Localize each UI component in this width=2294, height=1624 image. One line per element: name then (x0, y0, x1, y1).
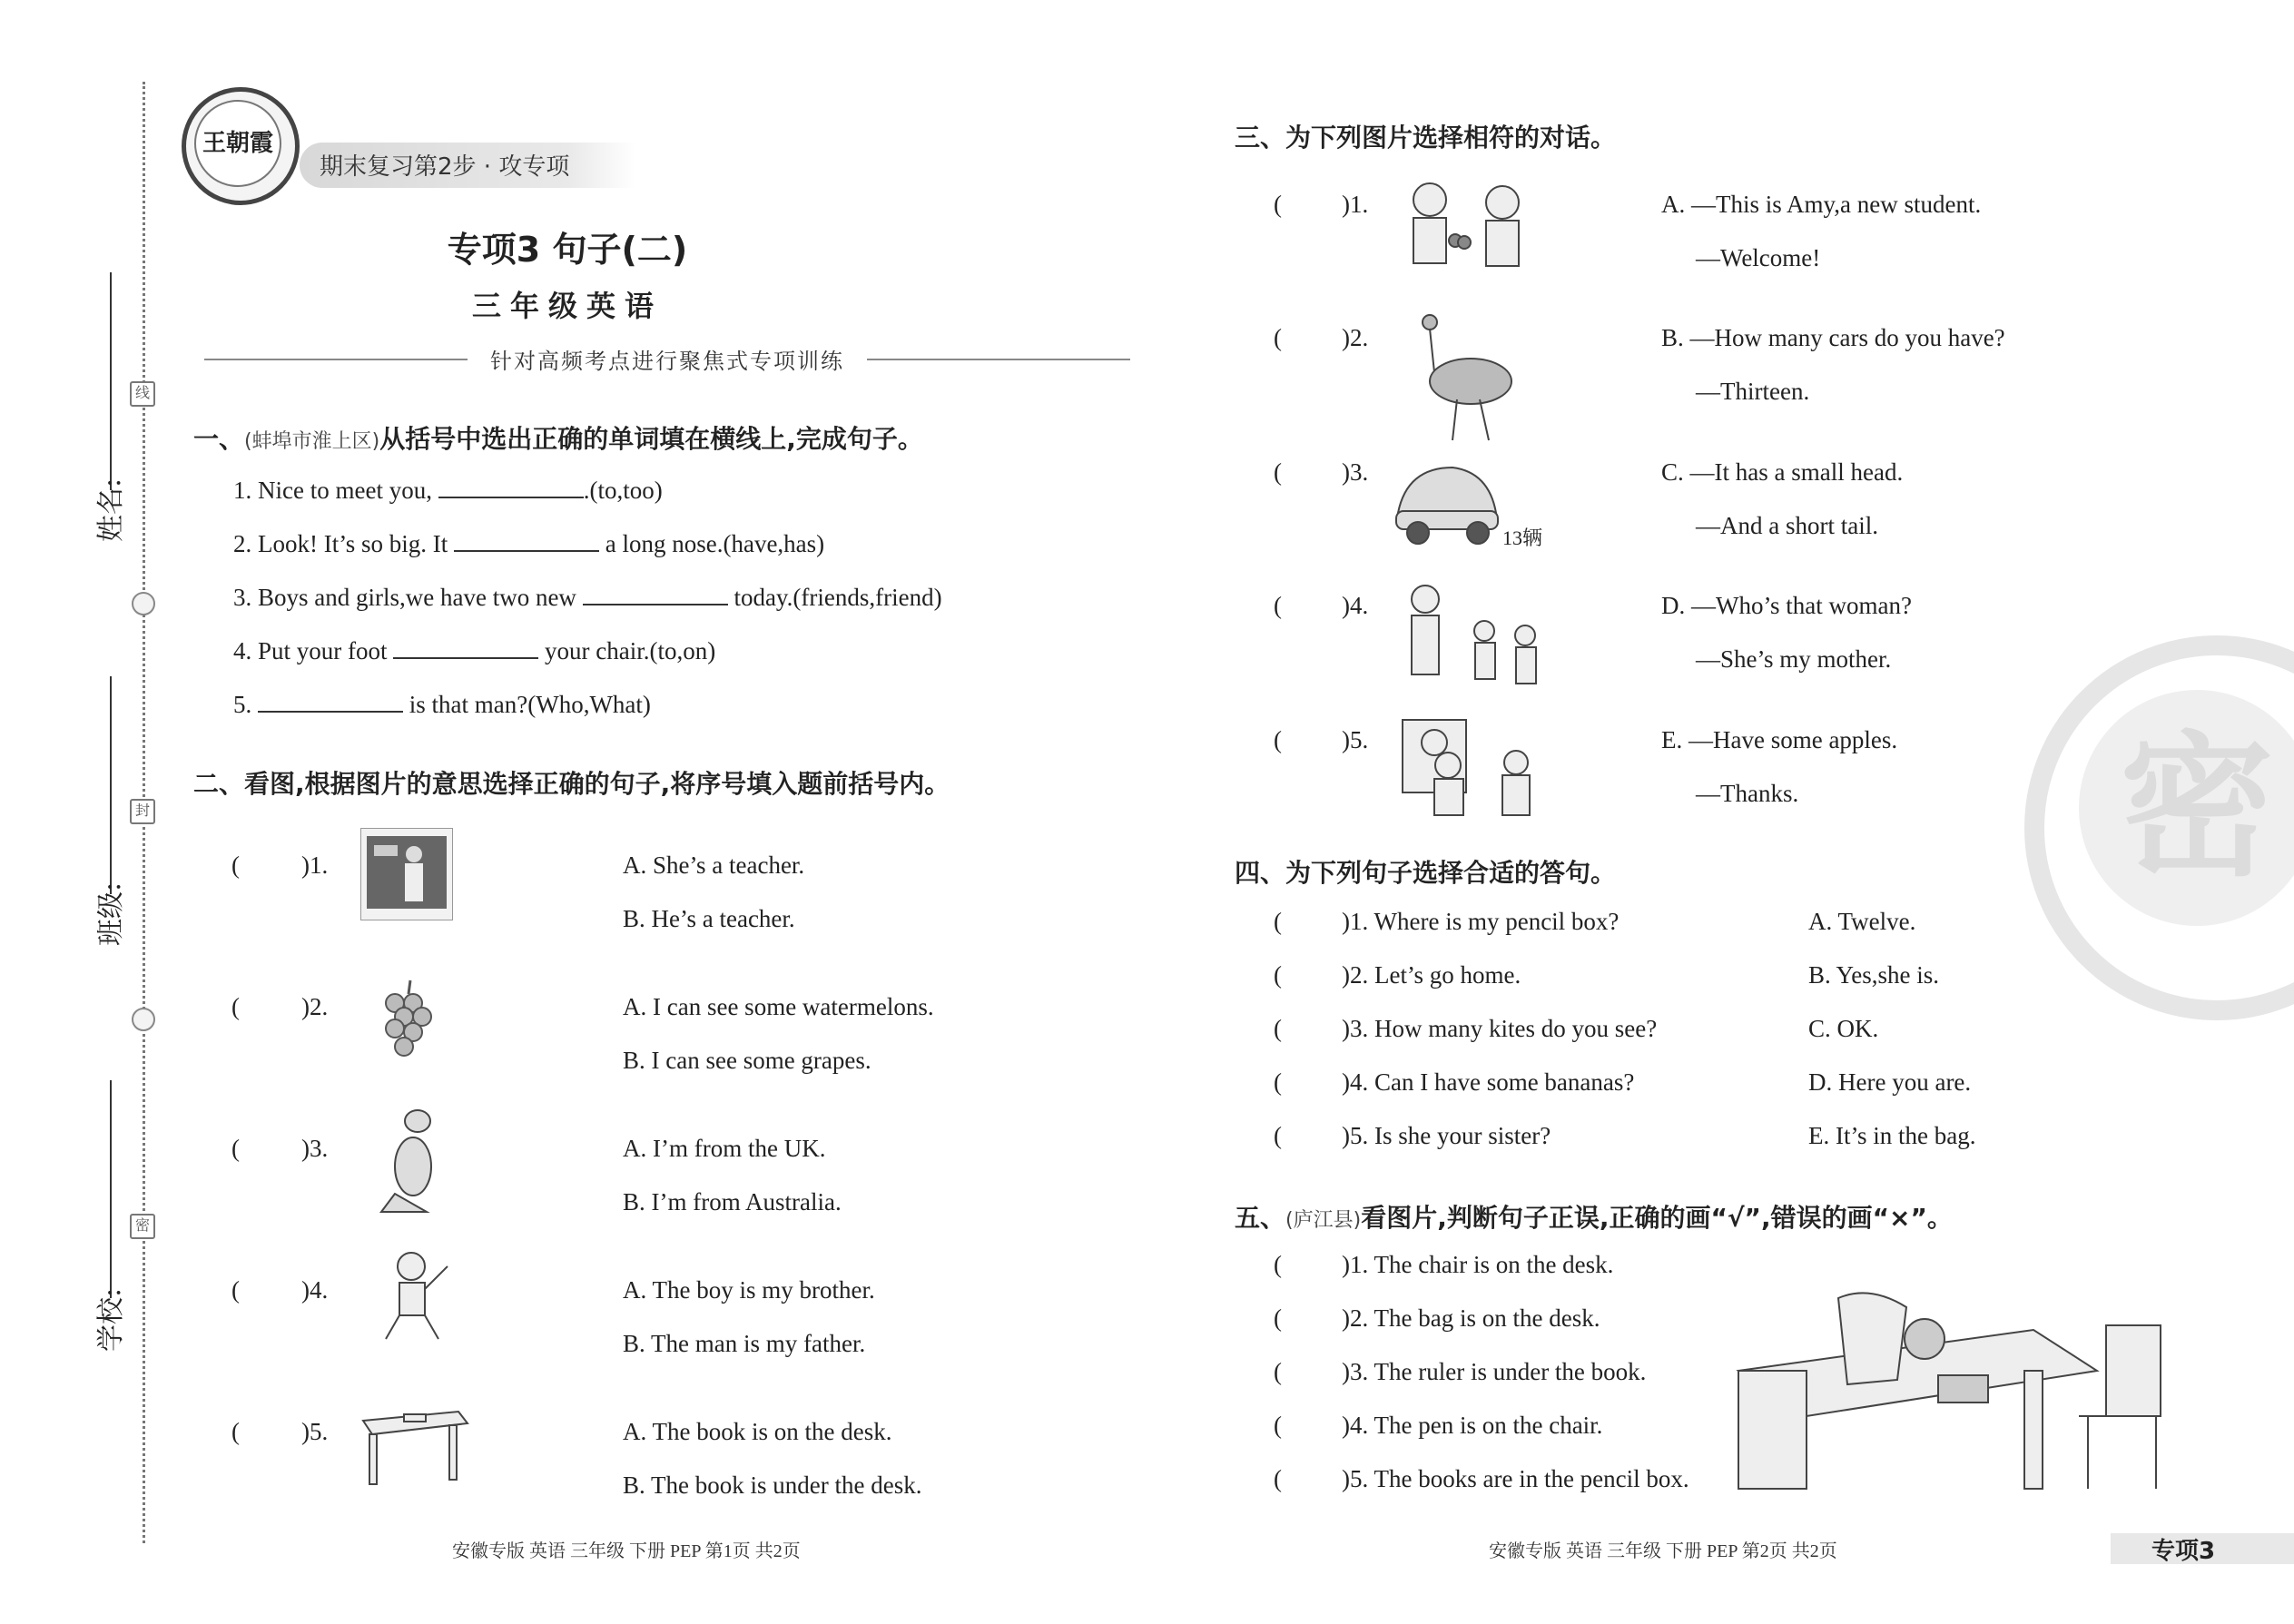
answer-paren[interactable]: ( (1274, 592, 1282, 619)
car-count-label: 13辆 (1502, 527, 1543, 549)
item-text: .(to,too) (583, 477, 663, 504)
answer-blank[interactable] (583, 582, 728, 605)
class-label: 班级: (95, 881, 128, 947)
section1-item (233, 528, 824, 558)
divider (204, 359, 468, 360)
section1-item (233, 582, 942, 612)
item-text: a long nose.(have,has) (605, 530, 825, 557)
question: )4. Can I have some bananas? (1342, 1068, 1635, 1096)
answer-paren[interactable]: ( (1274, 1465, 1282, 1492)
item-number: )2. (301, 993, 329, 1020)
statement: )1. The chair is on the desk. (1342, 1251, 1614, 1278)
item-number: )4. (1342, 592, 1369, 619)
dialogue-line: A. —This is Amy,a new student. (1661, 191, 1982, 218)
item-text: 2. Look! It’s so big. It (233, 530, 448, 557)
answer-option: A. Twelve. (1808, 908, 1916, 935)
answer-paren[interactable]: ( (231, 1418, 240, 1445)
desk-picture (359, 1398, 472, 1489)
section5-heading (1235, 1198, 1953, 1235)
ostrich-picture (1407, 309, 1543, 445)
dialogue-line: —Thirteen. (1696, 378, 1810, 405)
statement: )3. The ruler is under the book. (1342, 1358, 1647, 1385)
section5-instruction: 看图片,判断句子正误,正确的画“√”,错误的画“×”。 (1361, 1203, 1953, 1233)
answer-blank[interactable] (438, 475, 584, 498)
question: )5. Is she your sister? (1342, 1122, 1551, 1149)
section4-heading: 四、为下列句子选择合适的答句。 (1235, 858, 1617, 888)
question: )3. How many kites do you see? (1342, 1015, 1658, 1042)
item-number: )5. (301, 1418, 329, 1445)
item-text: 1. Nice to meet you, (233, 477, 432, 504)
school-label: 学校: (95, 1287, 128, 1353)
header-banner-text: 期末复习第2步 · 攻专项 (320, 153, 570, 181)
option-b: B. I can see some grapes. (623, 1047, 871, 1074)
section3-heading: 三、为下列图片选择相符的对话。 (1235, 123, 1617, 153)
section5-source: (庐江县) (1285, 1209, 1362, 1232)
dialogue-line: —Welcome! (1696, 244, 1821, 271)
answer-paren[interactable]: ( (1274, 1122, 1282, 1149)
option-a: A. The boy is my brother. (623, 1276, 875, 1304)
answer-paren[interactable]: ( (1274, 191, 1282, 218)
binding-circle (132, 592, 155, 615)
statement: )4. The pen is on the chair. (1342, 1412, 1603, 1439)
option-b: B. He’s a teacher. (623, 905, 795, 932)
item-text: today.(friends,friend) (733, 584, 942, 611)
answer-paren[interactable]: ( (1274, 1412, 1282, 1439)
question: )1. Where is my pencil box? (1342, 908, 1620, 935)
section1-item (233, 475, 663, 505)
item-number: )1. (301, 851, 329, 879)
page-subtitle: 三年级英语 (471, 289, 663, 323)
binding-mark-secret: 密 (130, 1214, 155, 1239)
section1-instruction: 从括号中选出正确的单词填在横线上,完成句子。 (379, 424, 923, 454)
item-number: )2. (1342, 324, 1369, 351)
answer-paren[interactable]: ( (231, 851, 240, 879)
statement: )2. The bag is on the desk. (1342, 1304, 1600, 1332)
divider (867, 359, 1130, 360)
class-field-line[interactable] (110, 676, 112, 894)
item-text: is that man?(Who,What) (409, 691, 651, 718)
page-title: 专项3 句子(二) (447, 230, 688, 270)
answer-blank[interactable] (454, 528, 599, 552)
statement: )5. The books are in the pencil box. (1342, 1465, 1689, 1492)
item-text: 4. Put your foot (233, 637, 388, 664)
item-number: )3. (1342, 458, 1369, 486)
answer-paren[interactable]: ( (1274, 324, 1282, 351)
answer-blank[interactable] (258, 689, 403, 713)
option-a: A. She’s a teacher. (623, 851, 805, 879)
item-number: )1. (1342, 191, 1369, 218)
item-text: 5. (233, 691, 252, 718)
option-b: B. The book is under the desk. (623, 1471, 922, 1499)
answer-paren[interactable]: ( (1274, 961, 1282, 989)
section1-number: 一、 (193, 424, 245, 454)
item-number: )4. (301, 1276, 329, 1304)
dialogue-line: D. —Who’s that woman? (1661, 592, 1912, 619)
kangaroo-picture (372, 1098, 454, 1216)
binding-mark-line: 线 (130, 381, 155, 407)
corner-tab-label: 专项3 (2151, 1538, 2216, 1565)
tagline: 针对高频考点进行聚焦式专项训练 (490, 349, 844, 374)
dialogue-line: C. —It has a small head. (1661, 458, 1904, 486)
item-text: your chair.(to,on) (545, 637, 716, 664)
section1-heading (193, 419, 923, 456)
binding-circle (132, 1008, 155, 1031)
answer-blank[interactable] (393, 635, 538, 659)
dialogue-line: —Thanks. (1696, 780, 1799, 807)
answer-paren[interactable]: ( (1274, 726, 1282, 753)
brand-logo-text: 王朝霞 (194, 100, 281, 187)
section1-source: (蚌埠市淮上区) (244, 430, 380, 453)
footer-right: 安徽专版 英语 三年级 下册 PEP 第2页 共2页 (1489, 1541, 1837, 1561)
answer-paren[interactable]: ( (1274, 1358, 1282, 1385)
dialogue-line: E. —Have some apples. (1661, 726, 1898, 753)
option-b: B. I’m from Australia. (623, 1188, 842, 1216)
car-picture (1389, 449, 1502, 554)
question: )2. Let’s go home. (1342, 961, 1521, 989)
footer-left: 安徽专版 英语 三年级 下册 PEP 第1页 共2页 (452, 1541, 801, 1561)
photo-picture (1398, 715, 1552, 820)
answer-paren[interactable]: ( (1274, 458, 1282, 486)
answer-option: D. Here you are. (1808, 1068, 1972, 1096)
desk-scene-picture (1734, 1289, 2170, 1493)
item-text: 3. Boys and girls,we have two new (233, 584, 576, 611)
answer-paren[interactable]: ( (231, 1135, 240, 1162)
answer-paren[interactable]: ( (1274, 908, 1282, 935)
watermark-glyph: 密 (2079, 690, 2294, 926)
dialogue-line: B. —How many cars do you have? (1661, 324, 2005, 351)
answer-paren[interactable]: ( (231, 993, 240, 1020)
dialogue-line: —And a short tail. (1696, 512, 1878, 539)
option-a: A. I can see some watermelons. (623, 993, 934, 1020)
teacher-picture (360, 828, 453, 920)
section2-heading: 二、看图,根据图片的意思选择正确的句子,将序号填入题前括号内。 (193, 769, 950, 799)
answer-option: E. It’s in the bag. (1808, 1122, 1976, 1149)
option-b: B. The man is my father. (623, 1330, 866, 1357)
binding-mark-seal: 封 (130, 799, 155, 824)
option-a: A. I’m from the UK. (623, 1135, 826, 1162)
section1-item (233, 635, 715, 665)
answer-paren[interactable]: ( (1274, 1304, 1282, 1332)
item-number: )3. (301, 1135, 329, 1162)
answer-paren[interactable]: ( (1274, 1015, 1282, 1042)
section1-item (233, 689, 651, 719)
answer-paren[interactable]: ( (231, 1276, 240, 1304)
answer-paren[interactable]: ( (1274, 1068, 1282, 1096)
school-field-line[interactable] (110, 1080, 112, 1298)
grapes-picture (372, 976, 445, 1067)
dialogue-line: —She’s my mother. (1696, 645, 1892, 673)
section5-number: 五、 (1235, 1203, 1286, 1233)
option-a: A. The book is on the desk. (623, 1418, 892, 1445)
boy-picture (368, 1248, 458, 1348)
item-number: )5. (1342, 726, 1369, 753)
answer-option: B. Yes,she is. (1808, 961, 1940, 989)
family-picture (1389, 581, 1552, 694)
girls-apples-picture (1393, 177, 1539, 281)
answer-option: C. OK. (1808, 1015, 1879, 1042)
answer-paren[interactable]: ( (1274, 1251, 1282, 1278)
name-label: 姓名: (95, 477, 128, 543)
